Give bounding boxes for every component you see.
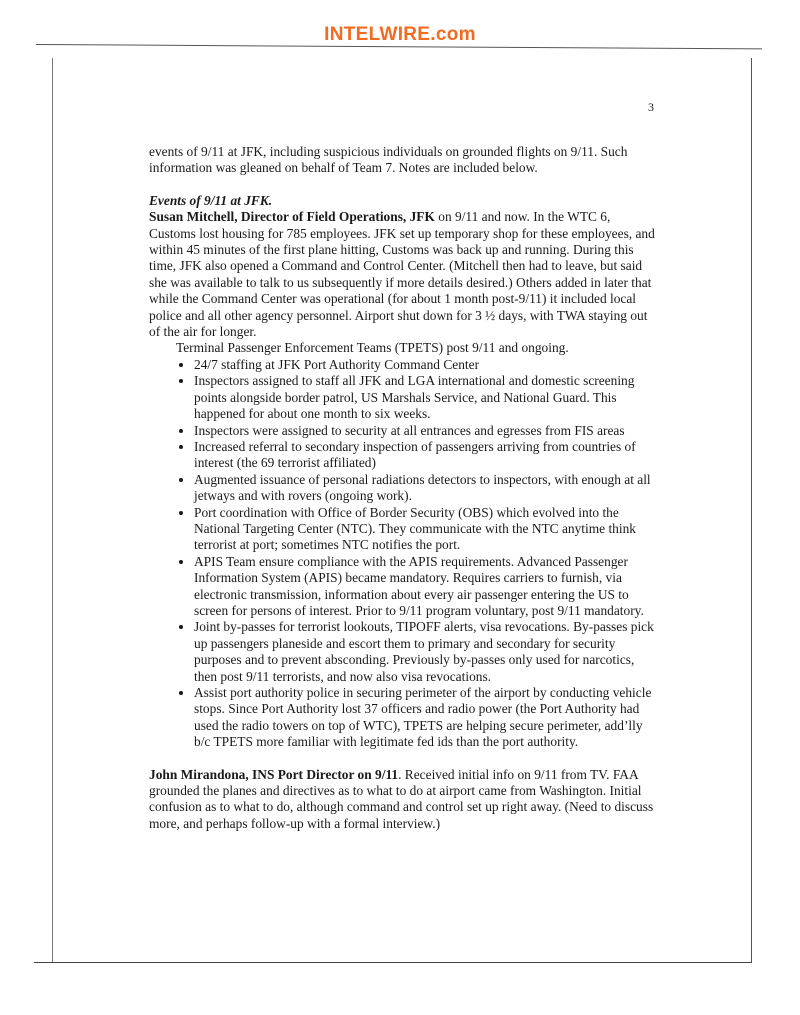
bullet-item: • Inspectors assigned to staff all JFK and LGA international and domestic screening points alongside border patrol, US Marshals Service, and National Guard. This happened for about one month to six weeks. xyxy=(194,373,657,422)
tpets-bullet-list xyxy=(149,357,657,751)
bullet-item: • Inspectors were assigned to security at all entrances and egresses from FIS areas xyxy=(194,423,657,439)
intro-paragraph: events of 9/11 at JFK, including suspicious individuals on grounded flights on 9/11. Such information was gleaned on behalf of Team 7. Notes are included below. xyxy=(149,144,628,176)
bullet-item: • APIS Team ensure compliance with the APIS requirements. Advanced Passenger Information System (APIS) became mandatory. Requires carriers to furnish, via electronic transmission, information about every air passenger entering the US to screen for persons of interest. Prior to 9/11 program voluntary, post 9/11 mandatory. xyxy=(194,554,657,620)
page-number: 3 xyxy=(648,100,654,114)
section-title: Events of 9/11 at JFK. xyxy=(149,192,273,208)
bullet-item: • Augmented issuance of personal radiations detectors to inspectors, with enough at all jetways and with rovers (ongoing work). xyxy=(194,472,657,505)
document-body xyxy=(149,144,657,832)
mirandona-name: John Mirandona, INS Port Director on 9/11 xyxy=(149,766,399,782)
scan-edge-bottom xyxy=(34,962,752,963)
scan-edge-right xyxy=(751,58,752,962)
scan-edge-left xyxy=(52,58,53,962)
bullet-item: • Joint by-passes for terrorist lookouts, TIPOFF alerts, visa revocations. By-passes pick up passengers planeside and escort them to primary and secondary for security purposes and to prevent absconding. Previously by-passes only used for narcotics, then post 9/11 terrorists, and now also visa revocations. xyxy=(194,619,657,685)
bullet-item: • 24/7 staffing at JFK Port Authority Command Center xyxy=(194,357,657,373)
mirandona-paragraph xyxy=(149,767,657,833)
bullet-item: • Port coordination with Office of Border Security (OBS) which evolved into the National Targeting Center (NTC). They communicate with the NTC anytime think terrorist at port; sometimes NTC notifies the port. xyxy=(194,505,657,554)
site-banner[interactable]: INTELWIRE.com xyxy=(324,24,476,45)
bullet-item: • Assist port authority police in securing perimeter of the airport by conducting vehicle stops. Since Port Authority lost 37 officers and radio power (the Port Authority had used the radio towers on top of WTC), TPETS are helping secure perimeter, add’lly b/c TPETS more familiar with legitimate fed ids than the port authority. xyxy=(194,685,657,751)
mirandona-text: . Received initial info on 9/11 from TV. FAA grounded the planes and directives as to what to do at airport came from Washington. Initial confusion as to what to do, although command and control set up right away. (Need to discuss more, and perhaps follow-up with a formal interview.) xyxy=(149,766,654,831)
mitchell-paragraph xyxy=(149,209,657,340)
mitchell-name: Susan Mitchell, Director of Field Operations, JFK xyxy=(149,209,435,225)
bullet-item: • Increased referral to secondary inspection of passengers arriving from countries of interest (the 69 terrorist affiliated) xyxy=(194,439,657,472)
mitchell-text: on 9/11 and now. In the WTC 6, Customs lost housing for 785 employees. JFK set up temporary shop for these employees, and within 45 minutes of the first plane hitting, Customs was back up and running. During this time, JFK also opened a Command and Control Center. (Mitchell then had to leave, but said she was available to talk to us subsequently if more details desired.) Others added in later that while the Command Center was operational (for about 1 month post-9/11) it included local police and all other agency personnel. Airport shut down for 3 ½ days, with TWA staying out of the air for longer. xyxy=(149,209,655,340)
tpets-line: Terminal Passenger Enforcement Teams (TPETS) post 9/11 and ongoing. xyxy=(176,340,569,356)
